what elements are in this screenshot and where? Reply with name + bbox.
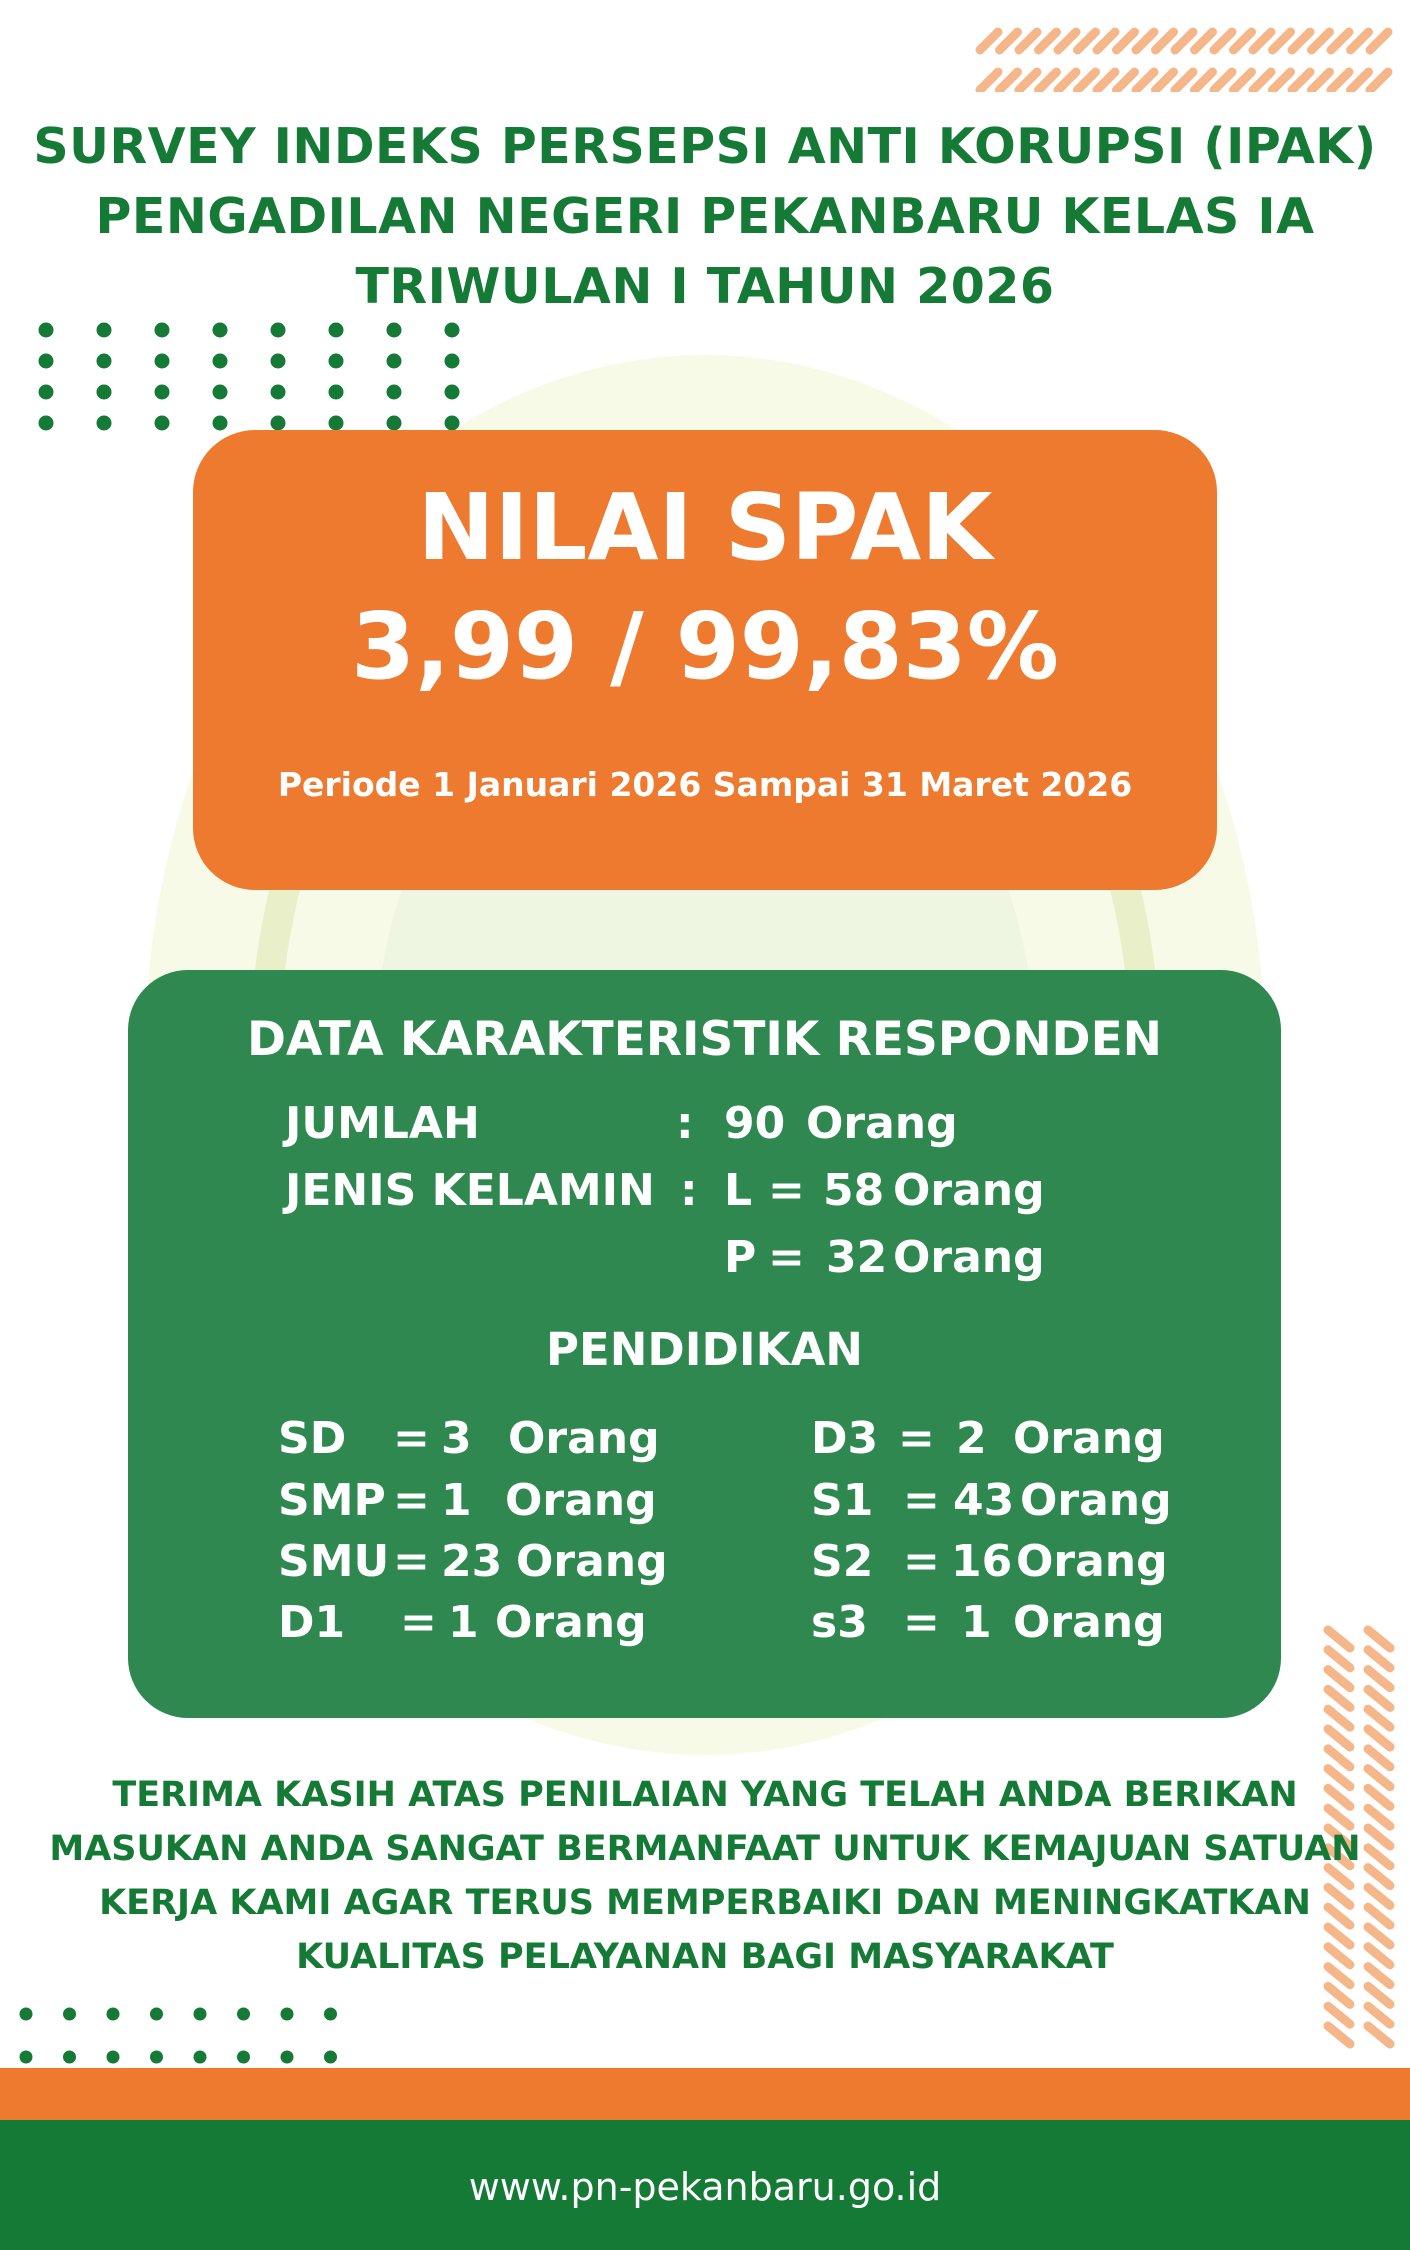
- edu-unit: Orang: [508, 1413, 660, 1464]
- stripe-pattern-top: [970, 22, 1395, 92]
- edu-unit: Orang: [505, 1475, 657, 1526]
- edu-level: SMU: [278, 1536, 390, 1587]
- footer: [0, 2120, 1410, 2250]
- closing-line-4: KUALITAS PELAYANAN BAGI MASYARAKAT: [296, 1937, 1114, 1977]
- title-line-2: PENGADILAN NEGERI PEKANBARU KELAS IA: [95, 188, 1315, 245]
- closing-line-2: MASUKAN ANDA SANGAT BERMANFAAT UNTUK KEMAJUAN SATUAN: [49, 1829, 1361, 1869]
- edu-eq: =: [393, 1413, 430, 1464]
- edu-unit: Orang: [1013, 1597, 1165, 1648]
- education-heading: PENDIDIKAN: [546, 1323, 863, 1376]
- female-unit: Orang: [893, 1232, 1045, 1283]
- closing-message: [0, 1768, 1410, 1984]
- gender-colon: :: [680, 1165, 698, 1216]
- edu-level: SMP: [278, 1475, 386, 1526]
- edu-unit: Orang: [1020, 1475, 1172, 1526]
- edu-eq: =: [903, 1536, 940, 1587]
- jumlah-unit: Orang: [806, 1098, 958, 1149]
- male-unit: Orang: [893, 1165, 1045, 1216]
- edu-eq: =: [898, 1413, 935, 1464]
- edu-level: s3: [811, 1597, 868, 1648]
- closing-line-1: TERIMA KASIH ATAS PENILAIAN YANG TELAH ANDA BERIKAN: [112, 1775, 1298, 1815]
- edu-unit: Orang: [1016, 1536, 1168, 1587]
- spak-value: 3,99 / 99,83%: [351, 593, 1059, 700]
- edu-level: D3: [811, 1413, 879, 1464]
- female-eq: =: [768, 1232, 805, 1283]
- spak-period: Periode 1 Januari 2026 Sampai 31 Maret 2026: [277, 765, 1133, 804]
- edu-unit: Orang: [495, 1597, 647, 1648]
- edu-eq: =: [400, 1597, 437, 1648]
- male-eq: =: [768, 1165, 805, 1216]
- edu-value: 43: [953, 1475, 1015, 1526]
- edu-eq: =: [393, 1536, 430, 1587]
- edu-value: 1: [961, 1597, 992, 1648]
- closing-line-3: KERJA KAMI AGAR TERUS MEMPERBAIKI DAN MENINGKATKAN: [99, 1883, 1311, 1923]
- page-title: [0, 112, 1410, 322]
- spak-score-card: [193, 430, 1217, 890]
- edu-value: 2: [956, 1413, 987, 1464]
- edu-value: 16: [951, 1536, 1013, 1587]
- edu-unit: Orang: [1013, 1413, 1165, 1464]
- footer-accent-band: [0, 2068, 1410, 2120]
- edu-level: S2: [811, 1536, 874, 1587]
- respondent-heading: DATA KARAKTERISTIK RESPONDEN: [246, 1012, 1163, 1067]
- edu-eq: =: [393, 1475, 430, 1526]
- edu-eq: =: [903, 1475, 940, 1526]
- edu-value: 1: [441, 1475, 472, 1526]
- edu-eq: =: [903, 1597, 940, 1648]
- jumlah-colon: :: [676, 1098, 694, 1149]
- female-value: 32: [826, 1232, 888, 1283]
- title-line-3: TRIWULAN I TAHUN 2026: [355, 258, 1055, 315]
- male-label: L: [724, 1165, 753, 1216]
- gender-label: JENIS KELAMIN: [285, 1165, 655, 1216]
- respondent-card: [128, 970, 1281, 1718]
- jumlah-value: 90: [724, 1098, 786, 1149]
- edu-level: SD: [278, 1413, 347, 1464]
- title-line-1: SURVEY INDEKS PERSEPSI ANTI KORUPSI (IPAK): [33, 118, 1377, 175]
- edu-level: S1: [811, 1475, 874, 1526]
- edu-level: D1: [278, 1597, 346, 1648]
- male-value: 58: [823, 1165, 885, 1216]
- dot-pattern-bottom: [10, 2000, 350, 2070]
- jumlah-label: JUMLAH: [285, 1098, 480, 1149]
- female-label: P: [724, 1232, 757, 1283]
- edu-value: 1: [448, 1597, 479, 1648]
- edu-unit: Orang: [516, 1536, 668, 1587]
- edu-value: 23: [441, 1536, 503, 1587]
- website-url: www.pn-pekanbaru.go.id: [468, 2165, 942, 2209]
- dot-pattern-top: [30, 318, 470, 438]
- spak-label: NILAI SPAK: [417, 474, 993, 581]
- edu-value: 3: [441, 1413, 472, 1464]
